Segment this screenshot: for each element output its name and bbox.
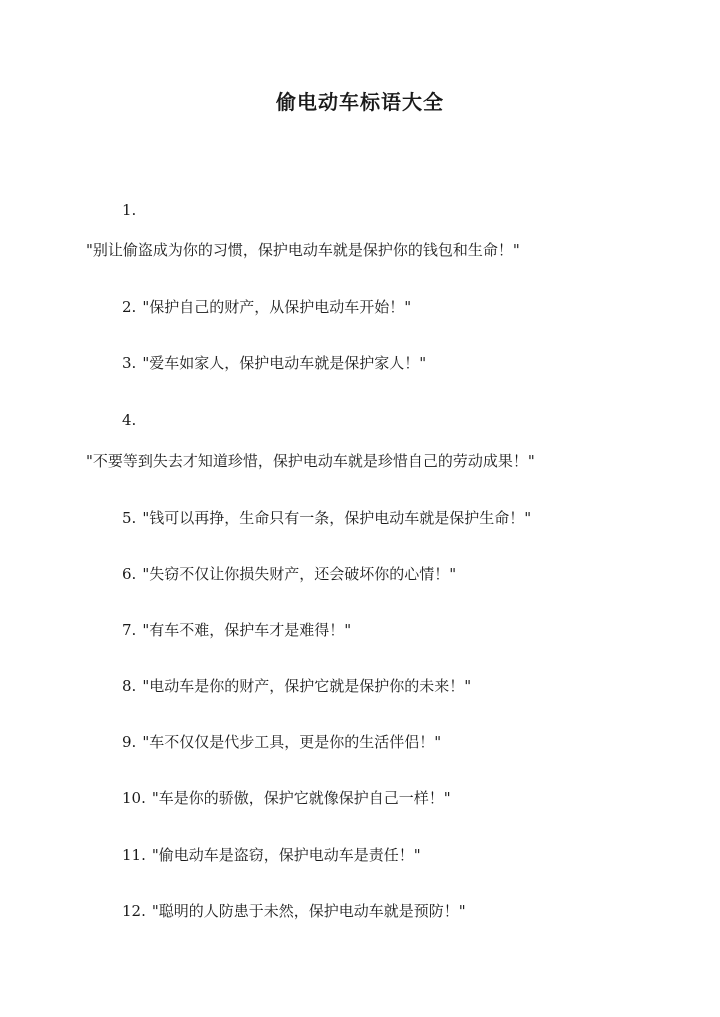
list-item-number: 11. [122,846,146,864]
list-item [122,564,456,584]
list-item-number: 10. [122,789,146,807]
list-item-number: 7. [122,621,137,639]
list-item-number: 2. [122,298,137,316]
list-item-number: 6. [122,565,137,583]
list-item-text: "不要等到失去才知道珍惜，保护电动车就是珍惜自己的劳动成果！" [86,452,535,470]
list-item-text: "车不仅仅是代步工具，更是你的生活伴侣！" [142,733,442,751]
list-item-number: 3. [122,354,137,372]
list-item [122,353,426,373]
list-item-text: "爱车如家人，保护电动车就是保护家人！" [142,354,427,372]
list-item [122,620,351,640]
list-item-number: 4. [122,411,137,429]
list-item-text: "有车不难，保护车才是难得！" [142,621,352,639]
list-item-text: "电动车是你的财产，保护它就是保护你的未来！" [142,677,472,695]
list-item [122,297,411,317]
list-item [122,901,466,921]
list-item-text: "偷电动车是盗窃，保护电动车是责任！" [151,846,421,864]
list-item [122,732,441,752]
list-item-text: "聪明的人防患于未然，保护电动车就是预防！" [151,902,466,920]
list-item [122,508,531,528]
list-item-number: 1. [122,201,137,219]
list-item [122,676,471,696]
list-item-text: "保护自己的财产，从保护电动车开始！" [142,298,412,316]
list-item [122,788,451,808]
list-item-number: 9. [122,733,137,751]
list-item-text: "别让偷盗成为你的习惯，保护电动车就是保护你的钱包和生命！" [86,241,520,259]
list-item [122,845,421,865]
list-item-text: "车是你的骄傲，保护它就像保护自己一样！" [151,789,451,807]
list-item-number: 5. [122,509,137,527]
list-item-number: 12. [122,902,146,920]
list-item-text: "失窃不仅让你损失财产，还会破坏你的心情！" [142,565,457,583]
list-item-number: 8. [122,677,137,695]
list-item-text: "钱可以再挣，生命只有一条，保护电动车就是保护生命！" [142,509,532,527]
document-title: 偷电动车标语大全 [276,90,444,114]
